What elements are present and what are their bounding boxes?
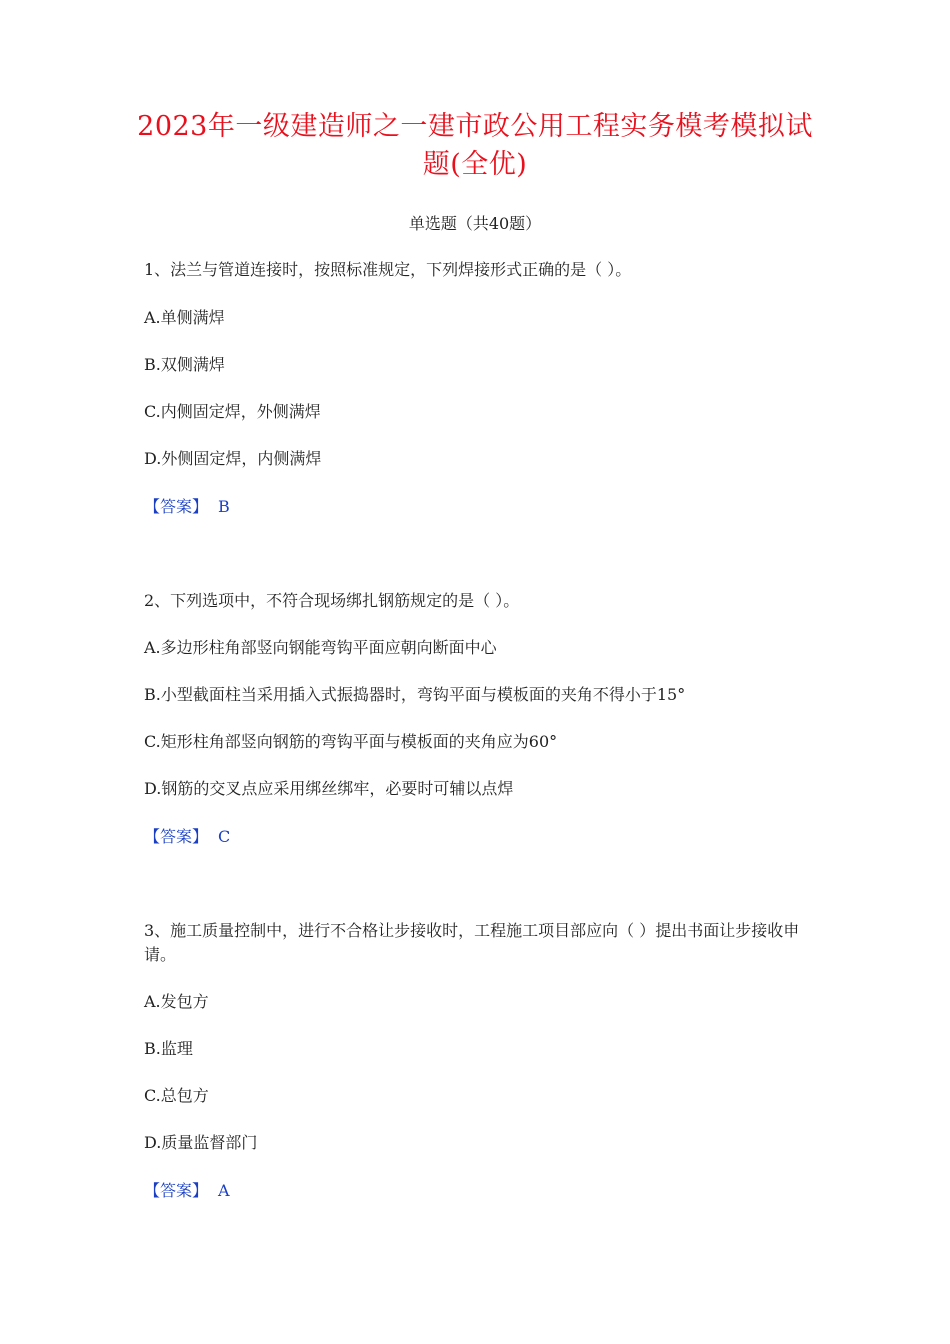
answer-label: 【答案】 xyxy=(144,497,209,516)
question-2-option-c: C.矩形柱角部竖向钢筋的弯钩平面与模板面的夹角应为60° xyxy=(144,732,558,751)
question-3-option-a: A.发包方 xyxy=(144,992,209,1011)
question-3-option-d: D.质量监督部门 xyxy=(144,1133,258,1152)
question-1-stem: 1、法兰与管道连接时，按照标准规定，下列焊接形式正确的是（ ）。 xyxy=(144,260,632,279)
question-2-stem: 2、下列选项中，不符合现场绑扎钢筋规定的是（ ）。 xyxy=(144,591,520,610)
question-2-option-b: B.小型截面柱当采用插入式振捣器时，弯钩平面与模板面的夹角不得小于15° xyxy=(144,685,686,704)
question-3-option-b: B.监理 xyxy=(144,1039,193,1058)
question-2-option-d: D.钢筋的交叉点应采用绑丝绑牢，必要时可辅以点焊 xyxy=(144,779,514,798)
question-1-option-a: A.单侧满焊 xyxy=(144,308,225,327)
answer-value: B xyxy=(218,497,230,516)
document-title: 2023年一级建造师之一建市政公用工程实务模考模拟试题(全优) xyxy=(137,111,813,180)
question-3-answer xyxy=(144,1179,230,1203)
answer-label: 【答案】 xyxy=(144,1181,209,1200)
question-1-answer xyxy=(144,495,230,519)
question-1-option-c: C.内侧固定焊，外侧满焊 xyxy=(144,402,321,421)
question-2-answer xyxy=(144,825,230,849)
answer-value: C xyxy=(218,827,231,846)
question-3-option-c: C.总包方 xyxy=(144,1086,209,1105)
answer-label: 【答案】 xyxy=(144,827,209,846)
answer-value: A xyxy=(218,1181,230,1200)
question-2-option-a: A.多边形柱角部竖向钢能弯钩平面应朝向断面中心 xyxy=(144,638,497,657)
section-heading: 单选题（共40题） xyxy=(408,214,542,233)
question-3-stem: 3、施工质量控制中，进行不合格让步接收时，工程施工项目部应向（ ）提出书面让步接收申请。 xyxy=(144,921,800,964)
question-1-option-d: D.外侧固定焊，内侧满焊 xyxy=(144,449,322,468)
question-1-option-b: B.双侧满焊 xyxy=(144,355,225,374)
